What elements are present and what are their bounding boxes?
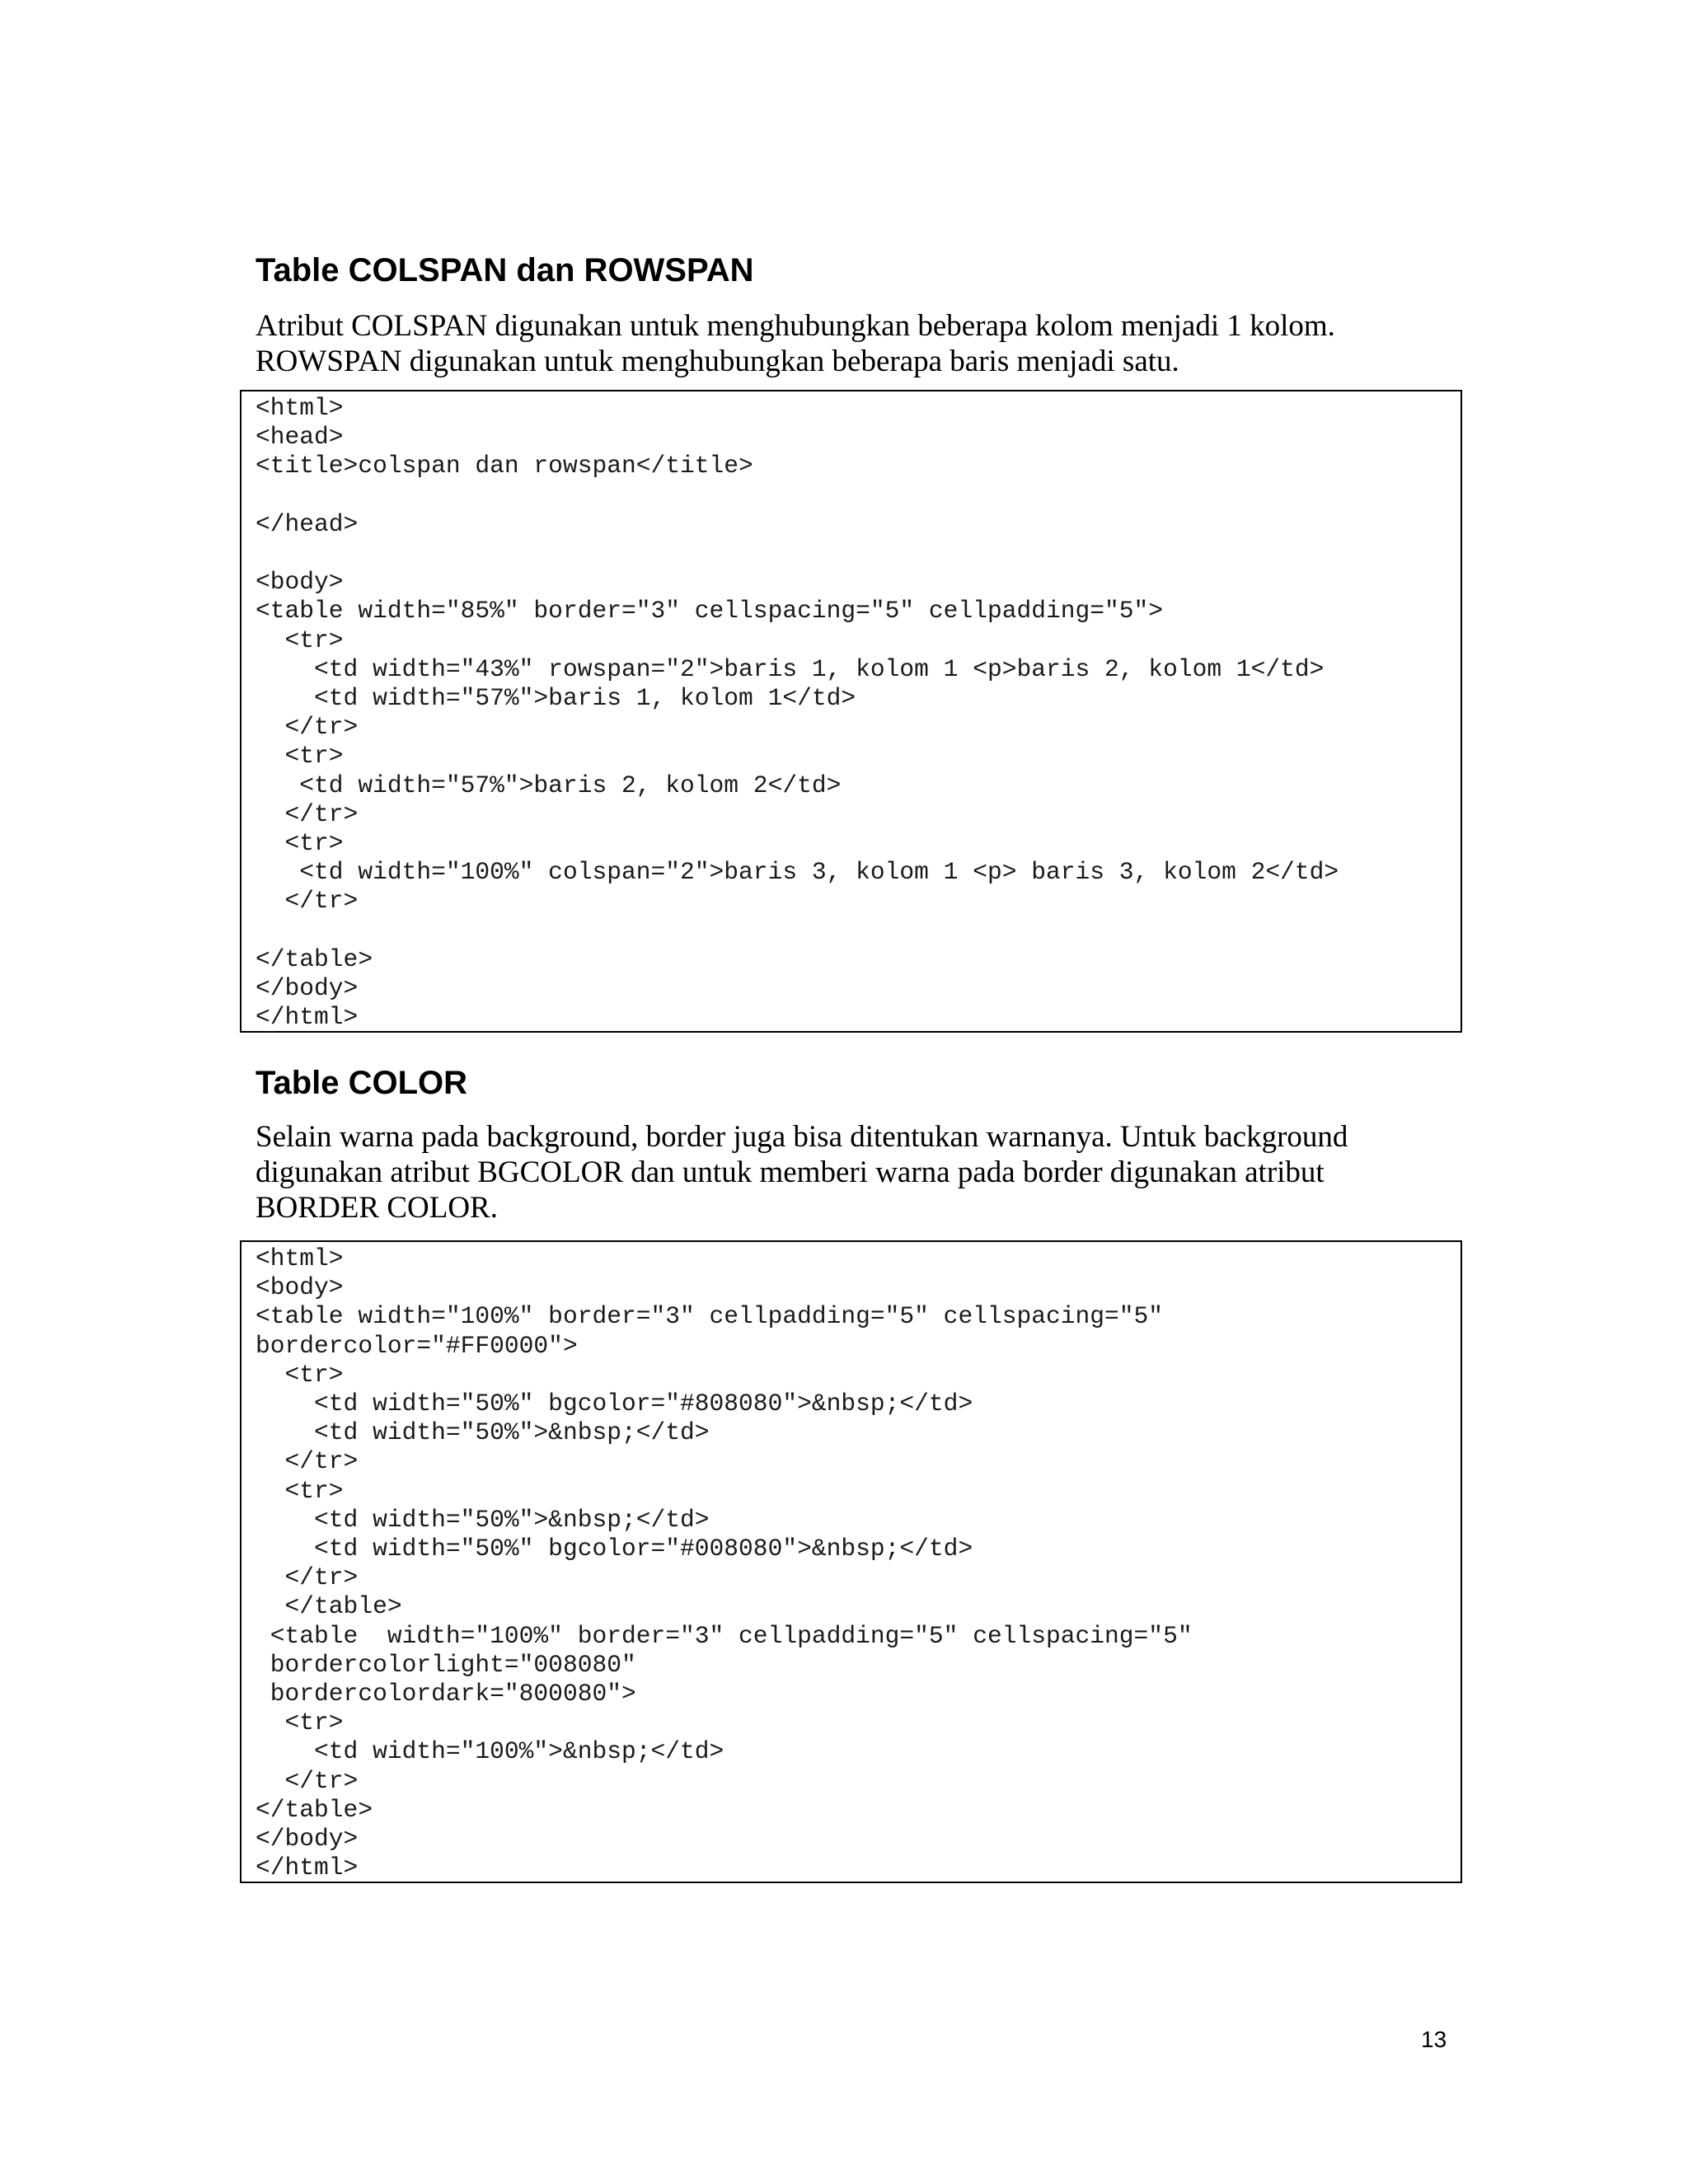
- paragraph-line: digunakan atribut BGCOLOR dan untuk memberi warna pada border digunakan atribut: [256, 1155, 1325, 1189]
- page-number: 13: [1421, 2027, 1447, 2052]
- section-heading-colspan-rowspan: Table COLSPAN dan ROWSPAN: [256, 252, 754, 288]
- code-block-colspan-rowspan: [240, 390, 1462, 1033]
- paragraph-line: Selain warna pada background, border juga bisa ditentukan warnanya. Untuk background: [256, 1120, 1348, 1154]
- paragraph-line: Atribut COLSPAN digunakan untuk menghubungkan beberapa kolom menjadi 1 kolom.: [256, 309, 1335, 343]
- paragraph-line: ROWSPAN digunakan untuk menghubungkan beberapa baris menjadi satu.: [256, 344, 1179, 378]
- section-heading-table-color: Table COLOR: [256, 1065, 468, 1101]
- code-block-table-color: [240, 1240, 1462, 1883]
- paragraph-line: BORDER COLOR.: [256, 1191, 498, 1225]
- section-paragraph-colspan-rowspan: [256, 308, 1475, 379]
- code-listing: <html> <head> <title>colspan dan rowspan</title> </head> <body> <table width="85%" border="3" cellspacing="5" cellpadding="5"> <tr> <td width="43%" rowspan="2">baris 1, kolom 1 <p>baris 2, kolom 1</td> <td width="57%">baris 1, kolom 1</td> </tr> <tr> <td width="57%">baris 2, kolom 2</td> </tr> <tr> <td width="100%" colspan="2">baris 3, kolom 1 <p> baris 3, kolom 2</td> </tr> </table> </body> </html>: [256, 394, 1339, 1032]
- code-listing: <html> <body> <table width="100%" border="3" cellpadding="5" cellspacing="5" bordercolor="#FF0000"> <tr> <td width="50%" bgcolor="#808080">&nbsp;</td> <td width="50%">&nbsp;</td> </tr> <tr> <td width="50%">&nbsp;</td> <td width="50%" bgcolor="#008080">&nbsp;</td> </tr> </table> <table width="100%" border="3" cellpadding="5" cellspacing="5" bordercolorlight="008080" bordercolordark="800080"> <tr> <td width="100%">&nbsp;</td> </tr> </table> </body> </html>: [256, 1244, 1193, 1882]
- section-paragraph-table-color: [256, 1119, 1475, 1226]
